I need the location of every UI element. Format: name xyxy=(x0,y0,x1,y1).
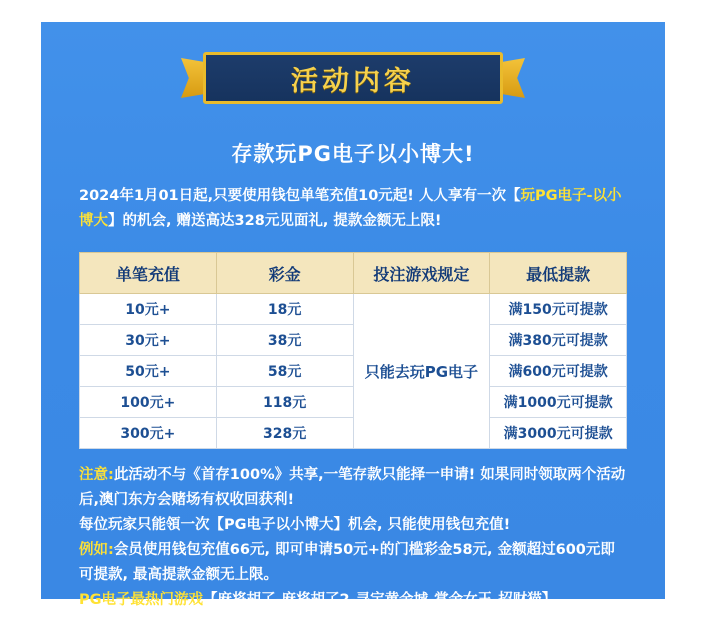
cell-withdraw: 满1000元可提款 xyxy=(490,387,627,418)
cell-deposit: 30元+ xyxy=(80,325,217,356)
cell-bonus: 38元 xyxy=(216,325,353,356)
table-row xyxy=(80,294,627,325)
cell-bonus: 328元 xyxy=(216,418,353,449)
table-header-bonus: 彩金 xyxy=(216,253,353,294)
cell-deposit: 100元+ xyxy=(80,387,217,418)
hot-games-line xyxy=(79,588,627,613)
example-text: 会员使用钱包充值66元, 即可申请50元+的门槛彩金58元, 金额超过600元即可提款, 最高提款金额无上限。 xyxy=(79,542,615,583)
example-line xyxy=(79,538,627,588)
intro-paragraph xyxy=(79,184,627,234)
cell-withdraw: 满380元可提款 xyxy=(490,325,627,356)
note-label: 注意: xyxy=(79,467,114,483)
notes-section xyxy=(79,463,627,638)
note-text: 此活动不与《首存100%》共享,一笔存款只能择一申请! 如果同时领取两个活动后,澳门东方会赌场有权收回获利! xyxy=(79,467,626,508)
cell-rule: 只能去玩PG电子 xyxy=(353,294,490,449)
note-line xyxy=(79,463,627,513)
example-label: 例如: xyxy=(79,542,114,558)
cell-bonus: 18元 xyxy=(216,294,353,325)
cell-deposit: 50元+ xyxy=(80,356,217,387)
footer-line: 千万奖金一触即发! xyxy=(79,617,202,633)
hot-games-text: 【麻将胡了-麻将胡了2-寻宝黄金城-赏金女王-招财猫】 xyxy=(203,592,557,608)
banner-title: 活动内容 xyxy=(291,65,415,97)
note-line-2: 每位玩家只能領一次【PG电子以小博大】机会, 只能使用钱包充值! xyxy=(79,517,511,533)
cell-withdraw: 满150元可提款 xyxy=(490,294,627,325)
cell-deposit: 10元+ xyxy=(80,294,217,325)
cell-withdraw: 满3000元可提款 xyxy=(490,418,627,449)
table-header-rule: 投注游戏规定 xyxy=(353,253,490,294)
banner-plate xyxy=(203,52,503,104)
cell-deposit: 300元+ xyxy=(80,418,217,449)
table-header-row xyxy=(80,253,627,294)
cell-bonus: 118元 xyxy=(216,387,353,418)
table-header-withdraw: 最低提款 xyxy=(490,253,627,294)
banner xyxy=(203,52,503,104)
cell-withdraw: 满600元可提款 xyxy=(490,356,627,387)
intro-highlight: 玩PG电子-以小博大 xyxy=(79,188,622,229)
intro-part1: 2024年1月01日起,只要使用钱包单笔充值10元起! 人人享有一次【 xyxy=(79,188,521,204)
hot-games-label: PG电子最热门游戏 xyxy=(79,592,204,608)
promo-panel xyxy=(41,22,665,633)
intro-part2: 】的机会, 赠送高达328元见面礼, 提款金额无上限! xyxy=(108,213,442,229)
bonus-table xyxy=(79,252,627,449)
table-header-deposit: 单笔充值 xyxy=(80,253,217,294)
page-title: 存款玩PG电子以小博大! xyxy=(231,142,475,166)
cell-bonus: 58元 xyxy=(216,356,353,387)
